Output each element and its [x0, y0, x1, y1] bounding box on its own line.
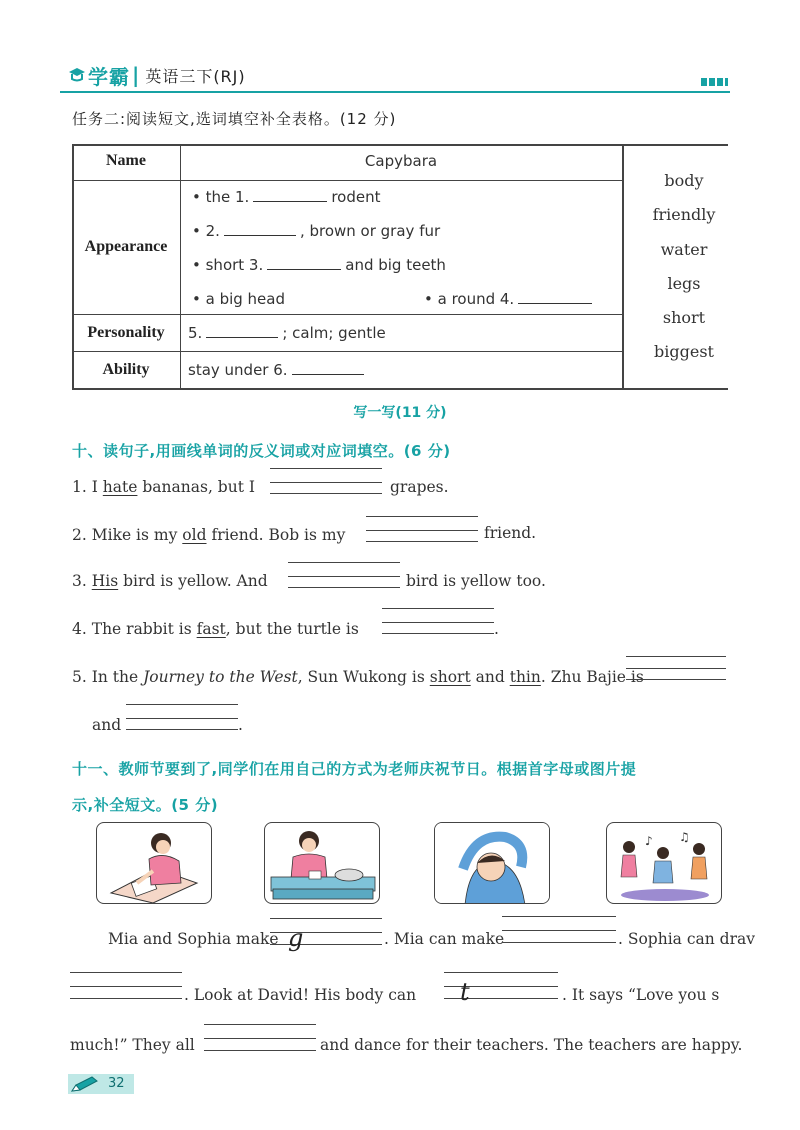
blank-1[interactable]: [253, 188, 327, 202]
paragraph-line2-b: . It says “Love you s: [562, 986, 720, 1004]
name-label: Name: [106, 152, 146, 169]
children-singing-picture: [606, 822, 722, 904]
section10-title: 十、读句子,用画线单词的反义词或对应词填空。(6 分): [72, 442, 451, 460]
word-bank-item: water: [660, 239, 708, 259]
boy-dancing-picture: [434, 822, 550, 904]
section11-title-line2: 示,补全短文。(5 分): [72, 796, 219, 814]
answer-line-2[interactable]: [366, 530, 478, 542]
graduation-cap-icon: [68, 66, 86, 84]
ability-label: Ability: [102, 361, 150, 378]
ability-value: stay under 6.: [188, 361, 368, 379]
word-bank-item: body: [664, 171, 704, 190]
paragraph-line3-b: and dance for their teachers. The teachers are happy.: [320, 1036, 743, 1054]
answer-line-5b[interactable]: [126, 718, 238, 730]
svg-text:♫: ♫: [679, 830, 690, 844]
appearance-item-2: • 2. , brown or gray fur: [192, 222, 441, 240]
logo-text: 学霸: [88, 64, 130, 89]
svg-text:♪: ♪: [645, 834, 653, 848]
paragraph-line3-a: much!” They all: [70, 1036, 195, 1054]
underlined-word: His: [91, 572, 119, 590]
sentence-5: 5. In the Journey to the West, Sun Wukong is short and thin. Zhu Bajie is: [72, 668, 644, 686]
paragraph-line1-a: Mia and Sophia make: [108, 930, 279, 948]
pencil-icon: [70, 1075, 100, 1097]
answer-line-4[interactable]: [382, 622, 494, 634]
answer-line-make[interactable]: [502, 930, 616, 943]
sentence-5-line2: and: [92, 716, 122, 734]
word-bank-item: biggest: [654, 342, 714, 362]
blank-5[interactable]: [206, 324, 278, 338]
personality-value: 5. ; calm; gentle: [188, 324, 386, 342]
paragraph-line1-b: . Mia can make: [384, 930, 505, 948]
sentence-1: 1. I hate bananas, but I: [72, 478, 255, 496]
appearance-item-4: • a big head: [192, 290, 286, 308]
header-decoration: [701, 78, 728, 86]
answer-line-sing[interactable]: [204, 1038, 316, 1051]
personality-label: Personality: [87, 324, 165, 341]
page-number-box: [68, 1074, 134, 1094]
underlined-word: hate: [102, 478, 138, 496]
answer-line-gift[interactable]: [270, 932, 382, 945]
underlined-word: old: [182, 526, 207, 544]
sentence-3: 3. His bird is yellow. And: [72, 572, 268, 590]
paragraph-line1-c: . Sophia can drav: [618, 930, 755, 948]
word-bank-item: friendly: [652, 205, 716, 225]
sentence-3-end: bird is yellow too.: [406, 572, 546, 590]
task2-title: 任务二:阅读短文,选词填空补全表格。(12 分): [72, 110, 397, 128]
brand-logo: [68, 60, 246, 90]
girl-drawing-card-picture: [96, 822, 212, 904]
underlined-word: thin: [509, 668, 541, 686]
sentence-4-end: .: [494, 620, 499, 638]
section11-title-line1: 十一、教师节要到了,同学们在用自己的方式为老师庆祝节日。根据首字母或图片提: [72, 760, 637, 778]
hint-letter-t: t: [460, 978, 470, 1006]
sentence-5-end: .: [238, 716, 243, 734]
appearance-label: Appearance: [84, 238, 168, 255]
book-subject: 英语三下(RJ): [145, 66, 246, 86]
answer-line-5a[interactable]: [626, 668, 726, 680]
word-bank-item: short: [662, 308, 706, 328]
appearance-item-3: • short 3. and big teeth: [192, 256, 446, 274]
underlined-word: short: [429, 668, 471, 686]
blank-4[interactable]: [518, 290, 592, 304]
sentence-1-end: grapes.: [390, 478, 449, 496]
page-header: [60, 58, 730, 94]
appearance-item-1: • the 1. rodent: [192, 188, 381, 206]
blank-6[interactable]: [292, 361, 364, 375]
girl-making-gift-picture: [264, 822, 380, 904]
appearance-item-5: • a round 4.: [424, 290, 596, 308]
write-section-title: 写一写(11 分): [353, 405, 447, 421]
name-value: Capybara: [364, 152, 438, 170]
answer-line-3[interactable]: [288, 576, 400, 588]
answer-line-draw[interactable]: [70, 986, 182, 999]
paragraph-line2-a: . Look at David! His body can: [184, 986, 417, 1004]
sentence-2: 2. Mike is my old friend. Bob is my: [72, 526, 346, 544]
sentence-4: 4. The rabbit is fast, but the turtle is: [72, 620, 359, 638]
underlined-word: fast: [196, 620, 226, 638]
sentence-2-end: friend.: [484, 524, 537, 542]
blank-3[interactable]: [267, 256, 341, 270]
page-number: 32: [108, 1076, 125, 1091]
logo-divider: |: [132, 63, 140, 87]
answer-line-1[interactable]: [270, 482, 382, 494]
word-bank-item: legs: [667, 273, 701, 293]
page-footer: [68, 1073, 134, 1095]
hint-letter-g: g: [288, 924, 304, 952]
header-rule: [60, 91, 730, 93]
word-bank: [626, 164, 742, 370]
blank-2[interactable]: [224, 222, 296, 236]
